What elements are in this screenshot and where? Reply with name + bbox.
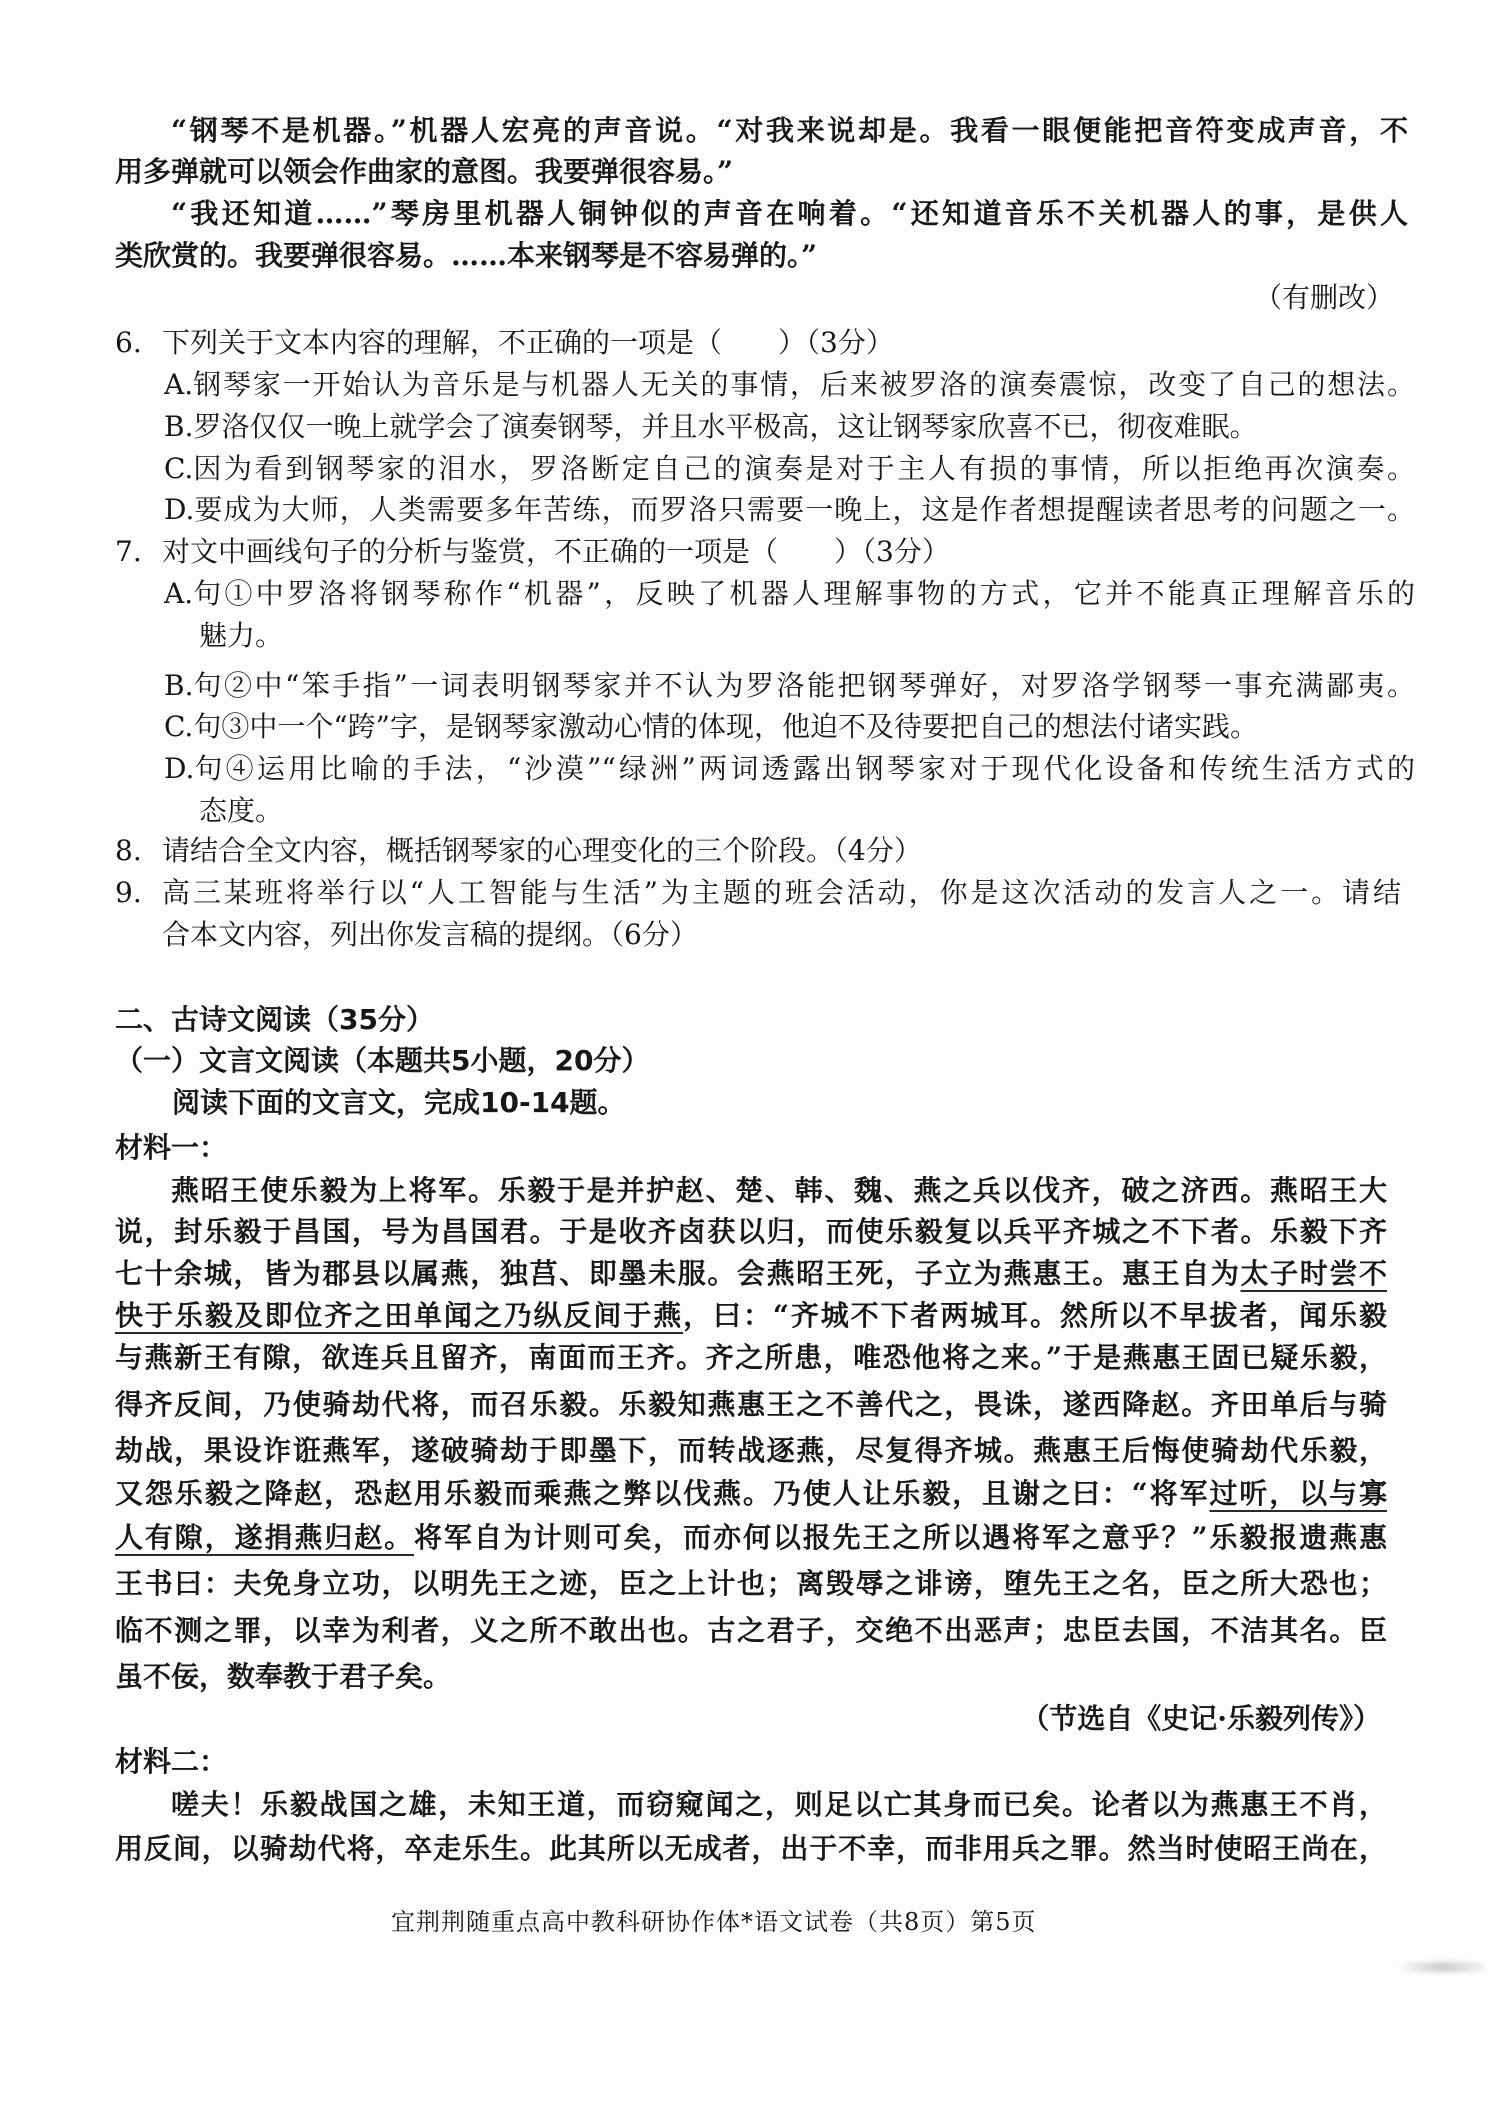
classical-line — [115, 1254, 1387, 1296]
option-label: A. — [164, 577, 194, 610]
classical-line — [115, 1564, 1387, 1606]
question-stem: 对文中画线句子的分析与鉴赏，不正确的一项是（ ）（3分） — [162, 535, 950, 568]
classical-text: 临不测之罪，以幸为利者，义之所不敢出也。古之君子，交绝不出恶声；忠臣去国，不洁其名。臣 — [115, 1614, 1387, 1647]
option-text: 钢琴家一开始认为音乐是与机器人无关的事情，后来被罗洛的演奏震惊，改变了自己的想法。 — [193, 368, 1415, 401]
classical-line: 用反间，以骑劫代将，卒走乐生。此其所以无成者，出于不幸，而非用兵之罪。然当时使昭王尚在， — [115, 1832, 1387, 1865]
classical-line: 嗟夫！乐毅战国之雄，未知王道，而窃窥闻之，则足以亡其身而已矣。论者以为燕惠王不肖， — [171, 1788, 1387, 1821]
handwritten-underlined-text: 过听，以与寡 — [1209, 1477, 1387, 1510]
option-a — [164, 574, 1415, 616]
classical-line — [115, 1385, 1387, 1427]
section-heading: 二、古诗文阅读（35分） — [115, 1003, 434, 1036]
scan-smudge — [1398, 1962, 1484, 1972]
question-stem: 请结合全文内容，概括钢琴家的心理变化的三个阶段。（4分） — [162, 834, 922, 867]
question-stem: 下列关于文本内容的理解，不正确的一项是（ ）（3分） — [162, 326, 894, 359]
material-label: 材料二： — [115, 1745, 228, 1778]
classical-text: 将军自为计则可矣，而亦何以报先王之所以遇将军之意乎？”乐毅报遗燕惠 — [414, 1521, 1387, 1554]
option-label: B. — [164, 669, 194, 702]
option-label: C. — [164, 710, 194, 743]
handwritten-underlined-text: 人有隙，遂捐燕归赵。 — [115, 1521, 415, 1554]
classical-line — [115, 1431, 1387, 1473]
option-label: A. — [164, 368, 194, 401]
classical-text: 与燕新王有隙，欲连兵且留齐，南面而王齐。齐之所患，唯恐他将之来。”于是燕惠王固已疑乐毅， — [115, 1341, 1387, 1374]
option-label: D. — [164, 752, 195, 785]
option-text-continuation: 态度。 — [199, 794, 284, 827]
narrative-line: “我还知道……”琴房里机器人铜钟似的声音在响着。“还知道音乐不关机器人的事，是供人 — [171, 197, 1408, 230]
material-label: 材料一： — [115, 1131, 228, 1164]
option-text: 句①中罗洛将钢琴称作“机器”，反映了机器人理解事物的方式，它并不能真正理解音乐的 — [193, 577, 1415, 610]
option-d — [164, 490, 1415, 532]
option-text: 句③中一个“跨”字，是钢琴家激动心情的体现，他迫不及待要把自己的想法付诸实践。 — [193, 710, 1258, 743]
reading-instruction: 阅读下面的文言文，完成10-14题。 — [172, 1086, 626, 1119]
classical-text: 说，封乐毅于昌国，号为昌国君。于是收齐卤获以归，而使乐毅复以兵平齐城之不下者。乐毅下齐 — [115, 1215, 1387, 1248]
option-b — [164, 407, 1415, 449]
option-text-continuation: 魅力。 — [199, 619, 284, 652]
classical-text: 又怨乐毅之降赵，恐赵用乐毅而乘燕之弊以伐燕。乃使人让乐毅，且谢之曰：“将军 — [115, 1477, 1210, 1510]
question-stem: 高三某班将举行以“人工智能与生活”为主题的班会活动，你是这次活动的发言人之一。请结 — [162, 876, 1401, 909]
handwritten-underlined-text: 快于乐毅及即位齐之田单闻之乃纵反间于燕 — [115, 1299, 684, 1332]
option-text: 句②中“笨手指”一词表明钢琴家并不认为罗洛能把钢琴弹好，对罗洛学钢琴一事充满鄙夷。 — [193, 669, 1415, 702]
option-a — [164, 365, 1415, 407]
option-c — [164, 707, 1415, 749]
classical-text: 得齐反间，乃使骑劫代将，而召乐毅。乐毅知燕惠王之不善代之，畏诛，遂西降赵。齐田单后与骑 — [115, 1388, 1387, 1421]
classical-line — [115, 1171, 1387, 1213]
classical-line — [115, 1212, 1387, 1254]
source-citation: （节选自《史记·乐毅列传》） — [1021, 1702, 1381, 1735]
option-label: B. — [164, 410, 194, 443]
option-text: 罗洛仅仅一晚上就学会了演奏钢琴，并且水平极高，这让钢琴家欣喜不已，彻夜难眠。 — [193, 410, 1258, 443]
source-note: （有删改） — [1253, 281, 1394, 314]
question-number: 9. — [115, 876, 142, 909]
question-number: 7. — [115, 535, 142, 568]
question-number: 8. — [115, 834, 142, 867]
classical-line — [115, 1296, 1387, 1338]
option-text: 句④运用比喻的手法，“沙漠”“绿洲”两词透露出钢琴家对于现代化设备和传统生活方式的 — [194, 752, 1415, 785]
option-text: 要成为大师，人类需要多年苦练，而罗洛只需要一晚上，这是作者想提醒读者思考的问题之一。 — [194, 493, 1415, 526]
classical-line — [115, 1657, 1387, 1699]
option-d — [164, 749, 1415, 791]
classical-line — [115, 1338, 1387, 1380]
page-footer: 宜荆荆随重点高中教科研协作体*语文试卷（共8页）第5页 — [391, 1908, 1037, 1936]
section-subheading: （一）文言文阅读（本题共5小题，20分） — [115, 1044, 650, 1077]
classical-text: ，曰：“齐城不下者两城耳。然所以不早拔者，闻乐毅 — [683, 1299, 1387, 1332]
question-number: 6. — [115, 326, 142, 359]
option-label: D. — [164, 493, 195, 526]
classical-text: 燕昭王使乐毅为上将军。乐毅于是并护赵、楚、韩、魏、燕之兵以伐齐，破之济西。燕昭王大 — [171, 1174, 1387, 1207]
narrative-line: 类欣赏的。我要弹很容易。……本来钢琴是不容易弹的。” — [115, 239, 818, 272]
option-b — [164, 666, 1415, 708]
option-c — [164, 449, 1415, 491]
classical-text: 虽不佞，数奉教于君子矣。 — [115, 1660, 452, 1693]
question-stem-continuation: 合本文内容，列出你发言稿的提纲。（6分） — [162, 918, 698, 951]
narrative-line: 用多弹就可以领会作曲家的意图。我要弹很容易。” — [115, 155, 734, 188]
classical-text: 劫战，果设诈诳燕军，遂破骑劫于即墨下，而转战逐燕，尽复得齐城。燕惠王后悔使骑劫代乐毅， — [115, 1434, 1387, 1467]
classical-line — [115, 1518, 1387, 1560]
option-text: 因为看到钢琴家的泪水，罗洛断定自己的演奏是对于主人有损的事情，所以拒绝再次演奏。 — [193, 452, 1415, 485]
handwritten-underlined-text: 太子时尝不 — [1240, 1257, 1387, 1290]
option-label: C. — [164, 452, 194, 485]
classical-line — [115, 1474, 1387, 1516]
classical-text: 王书曰：夫免身立功，以明先王之迹，臣之上计也；离毁辱之诽谤，堕先王之名，臣之所大恐也； — [115, 1567, 1387, 1600]
classical-text: 七十余城，皆为郡县以属燕，独莒、即墨未服。会燕昭王死，子立为燕惠王。惠王自为 — [115, 1257, 1241, 1290]
narrative-line: “钢琴不是机器。”机器人宏亮的声音说。“对我来说却是。我看一眼便能把音符变成声音，不 — [171, 114, 1408, 147]
classical-line — [115, 1611, 1387, 1653]
